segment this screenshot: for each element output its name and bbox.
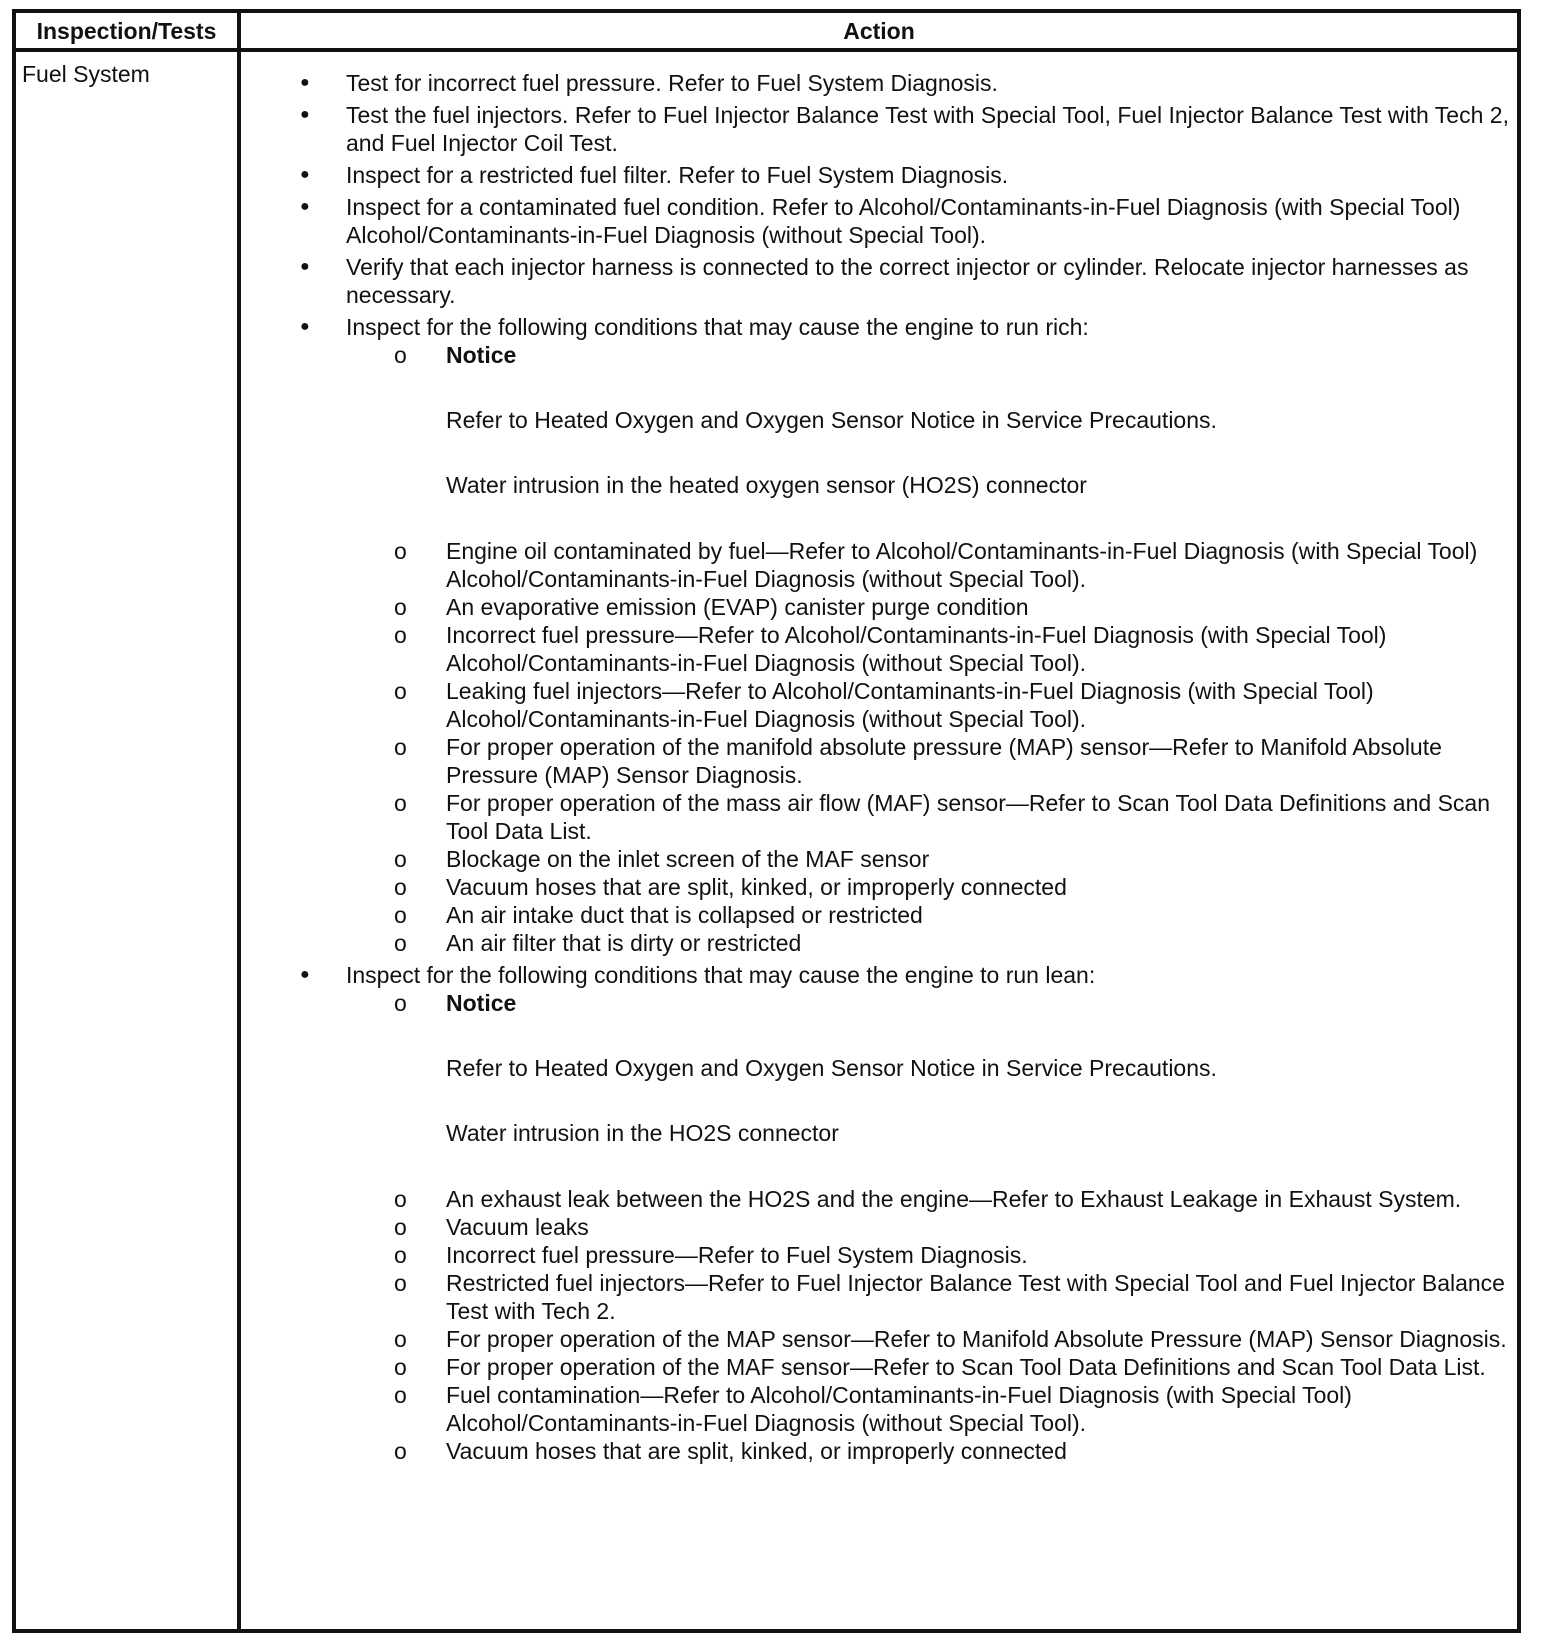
category-cell: Fuel System xyxy=(22,61,150,87)
bullet-item: ● Inspect for a restricted fuel filter. Refer to Fuel System Diagnosis. xyxy=(241,161,1517,189)
sub-item: o Engine oil contaminated by fuel—Refer to Alcohol/Contaminants-in-Fuel Diagnosis (with Special Tool) Alcohol/Contaminants-in-Fuel Diagnosis (without Special Tool). xyxy=(241,537,1517,593)
sub-item: o For proper operation of the MAP sensor—Refer to Manifold Absolute Pressure (MAP) Sensor Diagnosis. xyxy=(241,1325,1517,1353)
notice-title: Notice xyxy=(446,342,517,368)
notice-text: Refer to Heated Oxygen and Oxygen Sensor Notice in Service Precautions. xyxy=(446,1055,1217,1081)
sub-item: o An evaporative emission (EVAP) canister purge condition xyxy=(241,593,1517,621)
header-action: Action xyxy=(843,18,915,44)
sub-item: o Vacuum hoses that are split, kinked, or improperly connected xyxy=(241,1437,1517,1465)
inspection-table xyxy=(12,9,1521,1633)
sub-item: o An air filter that is dirty or restricted xyxy=(241,929,1517,957)
sub-item: o Leaking fuel injectors—Refer to Alcohol/Contaminants-in-Fuel Diagnosis (with Special Tool) Alcohol/Contaminants-in-Fuel Diagnosis (without Special Tool). xyxy=(241,677,1517,733)
sub-item: o Restricted fuel injectors—Refer to Fuel Injector Balance Test with Special Tool and Fuel Injector Balance Test with Tech 2. xyxy=(241,1269,1517,1325)
action-list xyxy=(241,65,1517,1465)
bullet-item: ● Inspect for a contaminated fuel condition. Refer to Alcohol/Contaminants-in-Fuel Diagnosis (with Special Tool) Alcohol/Contaminants-in-Fuel Diagnosis (without Special Tool). xyxy=(241,193,1517,249)
header-inspection-tests: Inspection/Tests xyxy=(36,18,217,44)
sub-item: o For proper operation of the manifold absolute pressure (MAP) sensor—Refer to Manifold Absolute Pressure (MAP) Sensor Diagnosis. xyxy=(241,733,1517,789)
bullet-item: ● Test for incorrect fuel pressure. Refer to Fuel System Diagnosis. xyxy=(241,69,1517,97)
notice-item xyxy=(241,341,1517,369)
bullet-item: ● Inspect for the following conditions that may cause the engine to run rich: xyxy=(241,313,1517,341)
sub-item: o Incorrect fuel pressure—Refer to Fuel System Diagnosis. xyxy=(241,1241,1517,1269)
sub-item: o Fuel contamination—Refer to Alcohol/Contaminants-in-Fuel Diagnosis (with Special Tool) Alcohol/Contaminants-in-Fuel Diagnosis (without Special Tool). xyxy=(241,1381,1517,1437)
sub-item: o An air intake duct that is collapsed or restricted xyxy=(241,901,1517,929)
sub-item: o For proper operation of the mass air flow (MAF) sensor—Refer to Scan Tool Data Definitions and Scan Tool Data List. xyxy=(241,789,1517,845)
sub-item: o For proper operation of the MAF sensor—Refer to Scan Tool Data Definitions and Scan Tool Data List. xyxy=(241,1353,1517,1381)
bullet-item: ● Inspect for the following conditions that may cause the engine to run lean: xyxy=(241,961,1517,989)
notice-title: Notice xyxy=(446,990,517,1016)
header-divider xyxy=(16,48,1517,52)
notice-condition: Water intrusion in the HO2S connector xyxy=(446,1120,839,1146)
notice-item xyxy=(241,989,1517,1017)
sub-item: o Incorrect fuel pressure—Refer to Alcohol/Contaminants-in-Fuel Diagnosis (with Special Tool) Alcohol/Contaminants-in-Fuel Diagnosis (without Special Tool). xyxy=(241,621,1517,677)
bullet-item: ● Verify that each injector harness is connected to the correct injector or cylinder. Relocate injector harnesses as necessary. xyxy=(241,253,1517,309)
sub-item: o Blockage on the inlet screen of the MAF sensor xyxy=(241,845,1517,873)
notice-condition: Water intrusion in the heated oxygen sensor (HO2S) connector xyxy=(446,472,1087,498)
notice-text: Refer to Heated Oxygen and Oxygen Sensor Notice in Service Precautions. xyxy=(446,407,1217,433)
sub-item: o Vacuum hoses that are split, kinked, or improperly connected xyxy=(241,873,1517,901)
sub-item: o Vacuum leaks xyxy=(241,1213,1517,1241)
sub-item: o An exhaust leak between the HO2S and the engine—Refer to Exhaust Leakage in Exhaust System. xyxy=(241,1185,1517,1213)
bullet-item: ● Test the fuel injectors. Refer to Fuel Injector Balance Test with Special Tool, Fuel Injector Balance Test with Tech 2, and Fuel Injector Coil Test. xyxy=(241,101,1517,157)
